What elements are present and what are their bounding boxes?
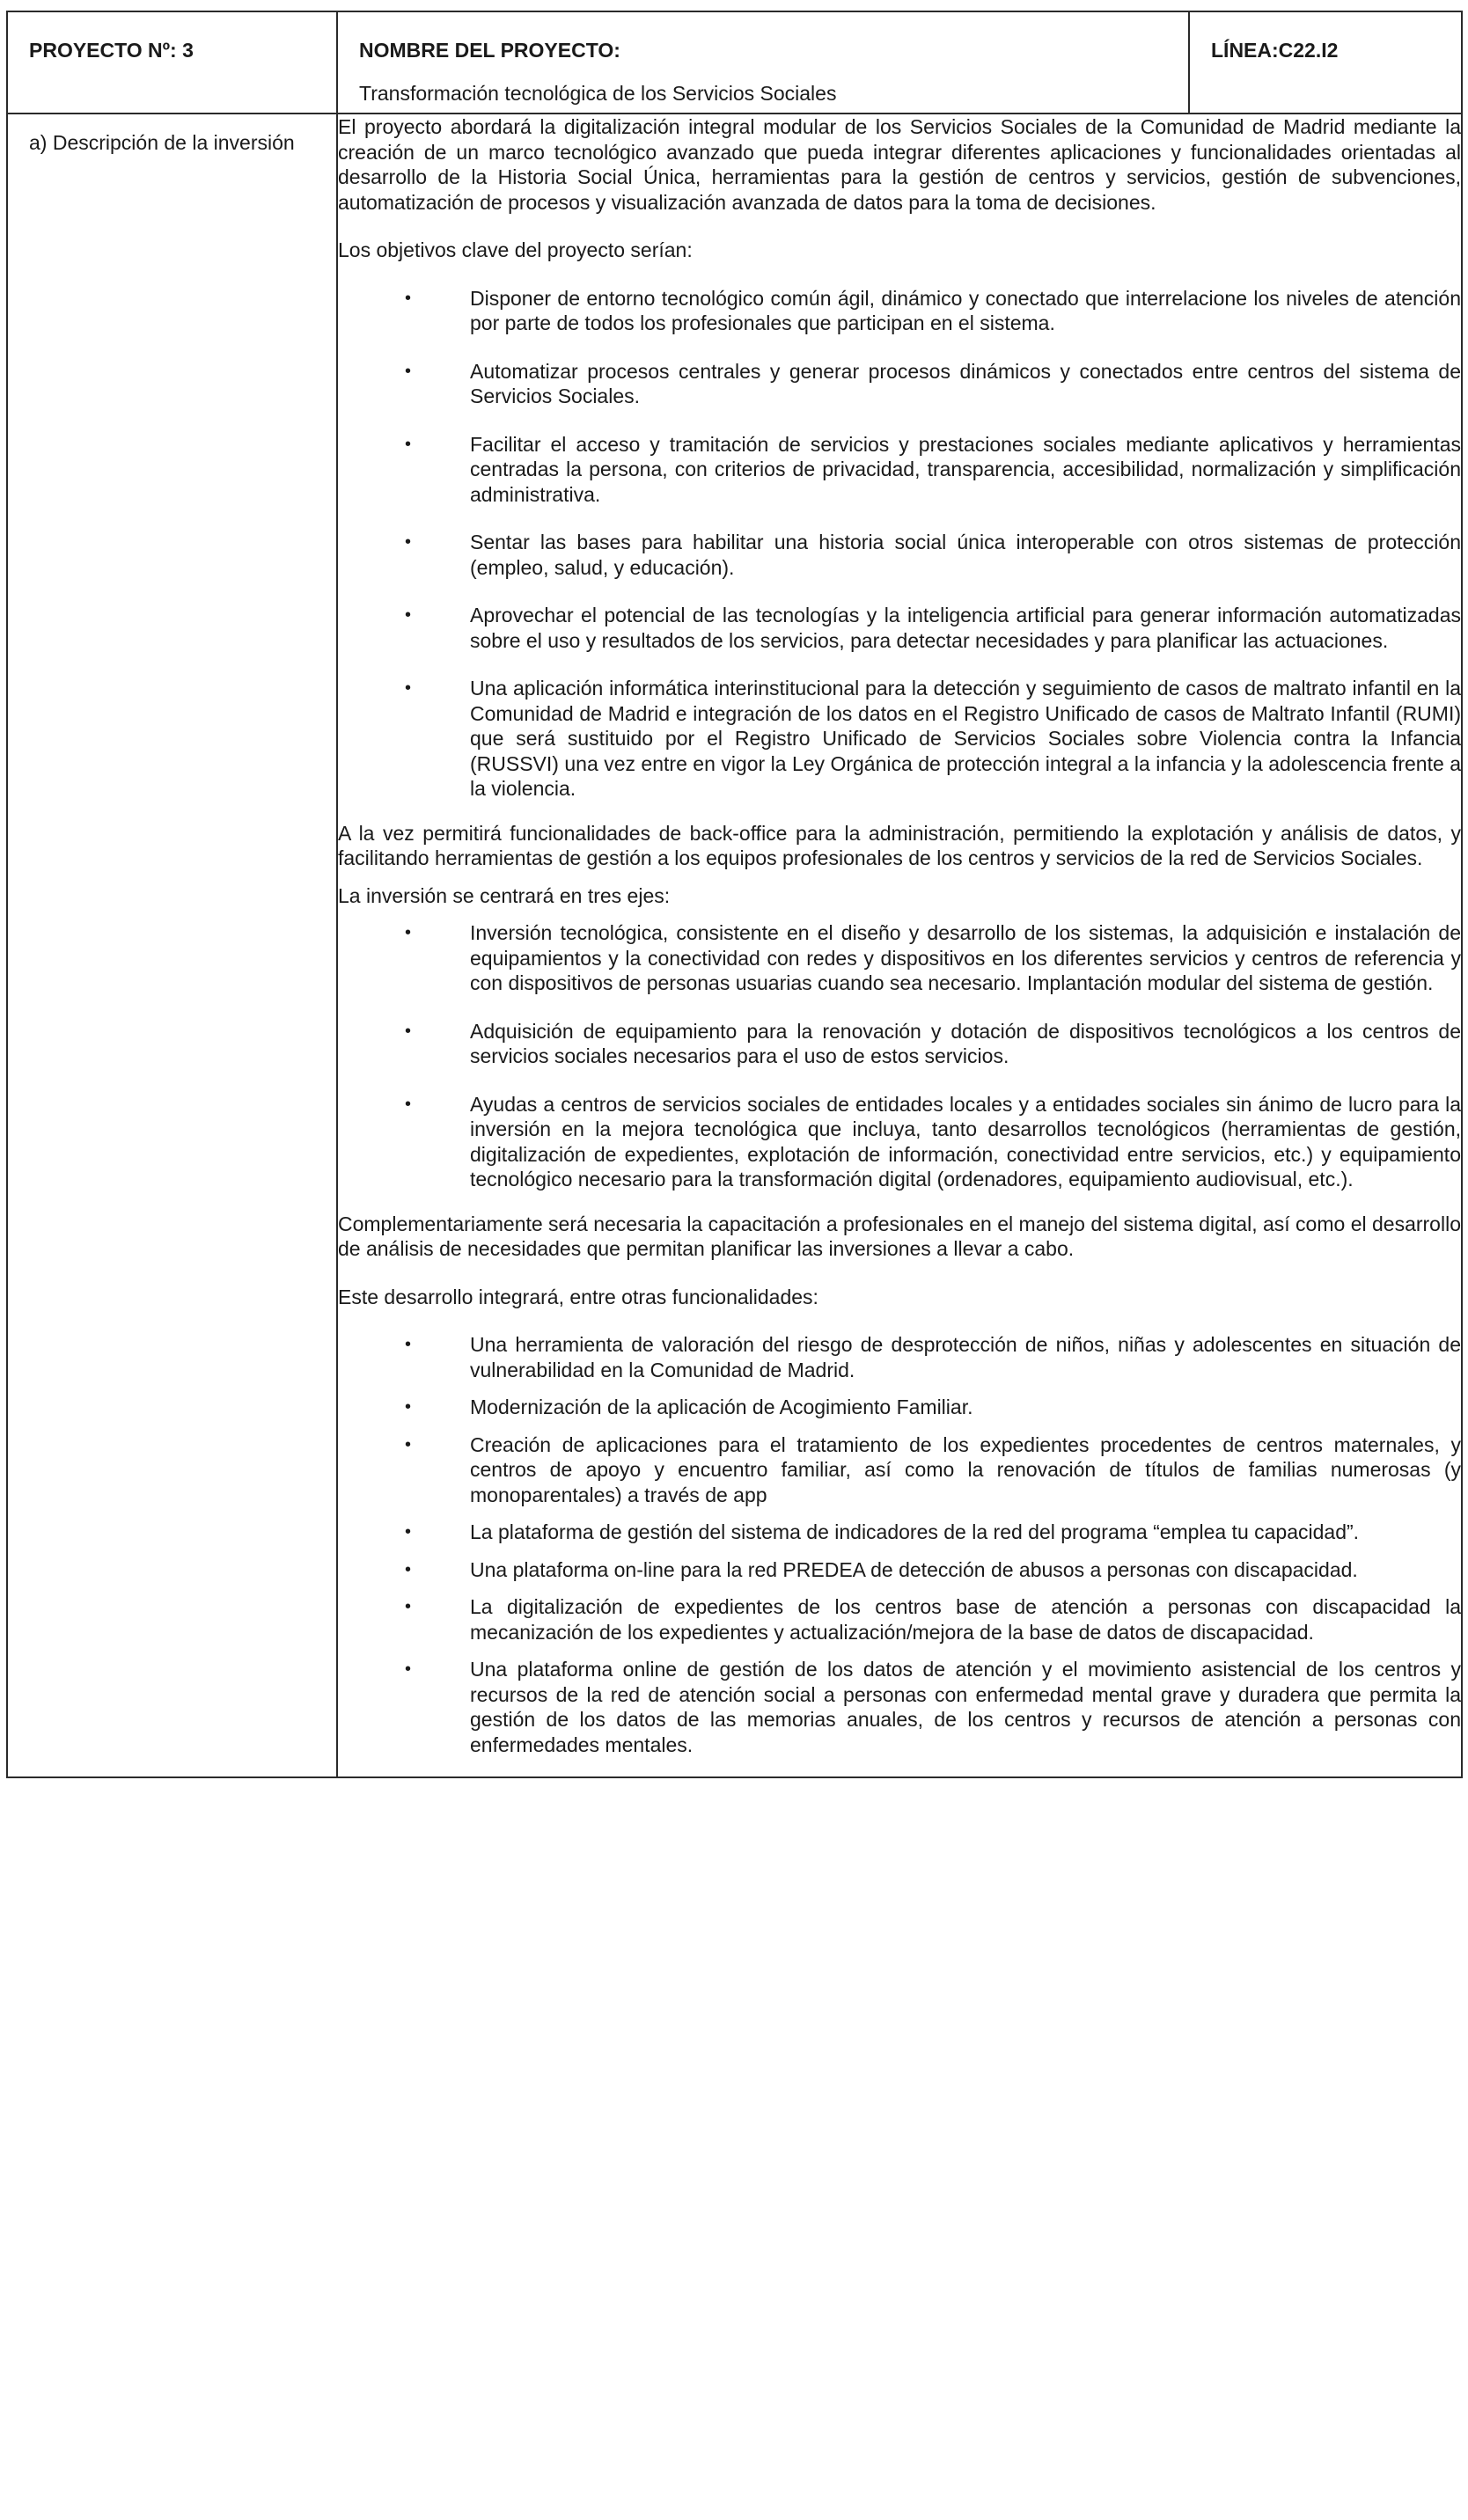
bullet-icon: • (405, 1559, 412, 1579)
list-item: • Facilitar el acceso y tramitación de servicios y prestaciones sociales mediante aplicativos y herramientas centradas la persona, con criterios de privacidad, transparencia, accesibilidad, normalización y simplificación administrativa. (405, 432, 1461, 506)
section-label-cell (7, 114, 337, 1777)
list-item: • Automatizar procesos centrales y generar procesos dinámicos y conectados entre centros del sistema de Servicios Sociales. (405, 359, 1461, 407)
backoffice-paragraph: A la vez permitirá funcionalidades de back-office para la administración, permitiendo la explotación y análisis de datos, y facilitando herramientas de gestión a los equipos profesionales de los centros y servicios de la red de Servicios Sociales. (338, 821, 1461, 869)
list-item: • Inversión tecnológica, consistente en el diseño y desarrollo de los sistemas, la adquisición e instalación de equipamientos y la conectividad con redes y dispositivos en los diferentes servicios y centros de referencia y con dispositivos de personas usuarias cuando sea necesario. Implantación modular del sistema de gestión. (405, 921, 1461, 994)
list-item: • Una plataforma online de gestión de los datos de atención y el movimiento asistencial de los centros y recursos de la red de atención social a personas con enfermedad mental grave y duradera que permita la gestión de los datos de las memorias anuales, de los centros y recursos de atención a personas con enfermedades mentales. (405, 1658, 1461, 1756)
list-item: • La digitalización de expedientes de los centros base de atención a personas con discapacidad la mecanización de los expedientes y actualización/mejora de la base de datos de discapacidad. (405, 1595, 1461, 1644)
list-item: • Sentar las bases para habilitar una historia social única interoperable con otros sistemas de protección (empleo, salud, y educación). (405, 531, 1461, 579)
functions-intro: Este desarrollo integrará, entre otras funcionalidades: (338, 1285, 818, 1308)
project-number-cell (7, 11, 337, 114)
project-line-cell (1189, 11, 1462, 114)
bullet-icon: • (405, 1659, 412, 1679)
bullet-icon: • (405, 532, 412, 552)
bullet-icon: • (405, 434, 412, 454)
bullet-icon: • (405, 1335, 412, 1354)
list-item: • Disponer de entorno tecnológico común ágil, dinámico y conectado que interrelacione los niveles de atención por parte de todos los profesionales que participan en el sistema. (405, 286, 1461, 334)
list-item: • La plataforma de gestión del sistema de indicadores de la red del programa “emplea tu capacidad”. (405, 1520, 1360, 1543)
bullet-icon: • (405, 923, 412, 942)
bullet-icon: • (405, 1597, 412, 1616)
bullet-icon: • (405, 1094, 412, 1114)
intro-paragraph: El proyecto abordará la digitalización integral modular de los Servicios Sociales de la Comunidad de Madrid mediante la creación de un marco tecnológico avanzado que pueda integrar diferentes aplicaciones y funcionalidades orientadas al desarrollo de la Historia Social Única, herramientas para la gestión de centros y servicios, gestión de subvenciones, automatización de procesos y visualización avanzada de datos para la toma de decisiones. (338, 115, 1461, 214)
list-item: • Modernización de la aplicación de Acogimiento Familiar. (405, 1396, 973, 1418)
list-item: • Una aplicación informática interinstitucional para la detección y seguimiento de casos de maltrato infantil en la Comunidad de Madrid e integración de los datos en el Registro Unificado de casos de Maltrato Infantil (RUMI) que será sustituido por el Registro Unificado de Servicios Sociales sobre Violencia contra la Infancia (RUSSVI) una vez entre en vigor la Ley Orgánica de protección integral a la infancia y la adolescencia frente a la violencia. (405, 677, 1461, 800)
project-line: LÍNEA:C22.I2 (1211, 39, 1339, 62)
section-label: a) Descripción de la inversión (29, 131, 295, 154)
list-item: • Una herramienta de valoración del riesgo de desprotección de niños, niñas y adolescentes en situación de vulnerabilidad en la Comunidad de Madrid. (405, 1333, 1461, 1381)
bullet-icon: • (405, 678, 412, 698)
bullet-icon: • (405, 1434, 412, 1454)
list-item: • Aprovechar el potencial de las tecnologías y la inteligencia artificial para generar información automatizadas sobre el uso y resultados de los servicios, para detectar necesidades y para planificar las actuaciones. (405, 604, 1461, 652)
axes-intro: La inversión se centrará en tres ejes: (338, 883, 671, 907)
bullet-icon: • (405, 288, 412, 308)
bullet-icon: • (405, 1397, 412, 1417)
bullet-icon: • (405, 1522, 412, 1542)
list-item: • Creación de aplicaciones para el tratamiento de los expedientes procedentes de centros maternales, y centros de apoyo y encuentro familiar, así como la renovación de títulos de familias numerosas (y monoparentales) a través de app (405, 1432, 1461, 1506)
list-item: • Adquisición de equipamiento para la renovación y dotación de dispositivos tecnológicos a los centros de servicios sociales necesarios para el uso de estos servicios. (405, 1019, 1461, 1067)
header-row (7, 11, 1462, 114)
objectives-list (338, 286, 1461, 802)
project-number: PROYECTO Nº: 3 (29, 39, 194, 62)
list-item: • Una plataforma on-line para la red PREDEA de detección de abusos a personas con discapacidad. (405, 1557, 1358, 1581)
project-name-cell (337, 11, 1189, 114)
bullet-icon: • (405, 361, 412, 381)
project-sheet-table (6, 11, 1463, 1778)
project-name-label: NOMBRE DEL PROYECTO: (359, 39, 620, 62)
objectives-intro: Los objetivos clave del proyecto serían: (338, 238, 693, 261)
list-item: • Ayudas a centros de servicios sociales de entidades locales y a entidades sociales sin ánimo de lucro para la inversión en la mejora tecnológica que incluya, tanto desarrollos tecnológicos (herramientas de gestión, digitalización de expedientes, explotación de información, conectividad entre servicios, etc.) y equipamiento tecnológico necesario para la transformación digital (ordenadores, equipamiento audiovisual, etc.). (405, 1092, 1461, 1190)
content-row (7, 114, 1462, 1777)
functions-list (338, 1332, 1461, 1757)
axes-list (338, 920, 1461, 1192)
project-name-value: Transformación tecnológica de los Servicios Sociales (359, 82, 837, 105)
complement-paragraph: Complementariamente será necesaria la capacitación a profesionales en el manejo del sistema digital, así como el desarrollo de análisis de necesidades que permitan planificar las inversiones a llevar a cabo. (338, 1212, 1461, 1260)
bullet-icon: • (405, 1021, 412, 1041)
description-cell (337, 114, 1462, 1777)
bullet-icon: • (405, 605, 412, 625)
